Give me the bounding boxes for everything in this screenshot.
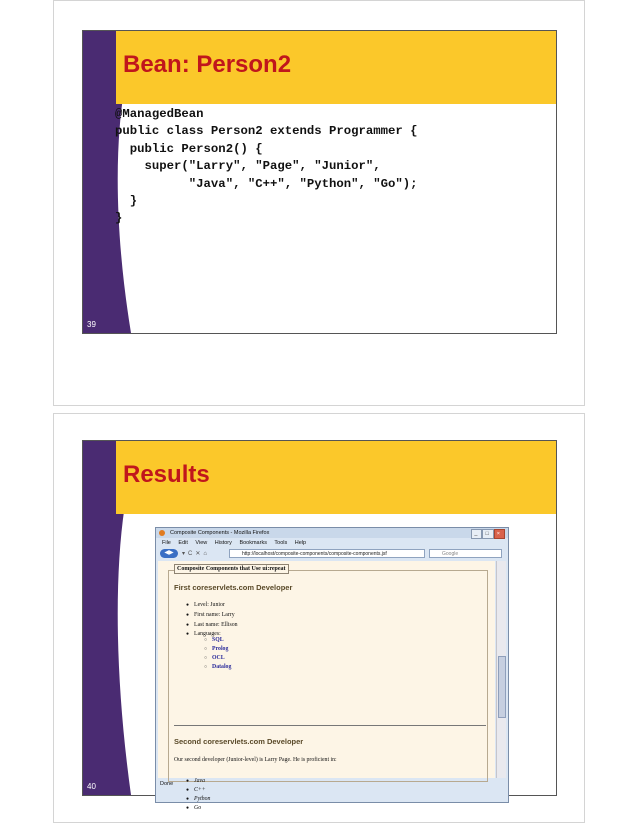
- slide-title: Results: [123, 461, 210, 488]
- dev1-languages-list: [204, 636, 231, 672]
- slide-40: [82, 440, 557, 811]
- menu-file[interactable]: File: [162, 540, 171, 546]
- slide-number: 40: [87, 782, 96, 791]
- url-bar[interactable]: http://localhost/composite-components/composite-components.jsf: [229, 549, 425, 558]
- list-item: ○ Prolog: [204, 645, 231, 654]
- list-item: ● Level: Junior: [186, 601, 238, 611]
- slide-number: 39: [87, 320, 96, 329]
- search-input[interactable]: Google: [429, 549, 502, 558]
- vertical-scrollbar[interactable]: [496, 561, 506, 778]
- code-block: @ManagedBean public class Person2 extends Programmer { public Person2() { super("Larry", "Page", "Junior", "Java", "C++", "Python", "Go"); } }: [115, 107, 418, 226]
- list-item: ● First name: Larry: [186, 611, 238, 621]
- list-item: ● Languages:: [186, 630, 238, 640]
- navigation-toolbar: [156, 548, 508, 560]
- dev1-details-list: [186, 601, 238, 640]
- list-item: ○ OCL: [204, 654, 231, 663]
- menu-edit[interactable]: Edit: [178, 540, 188, 546]
- browser-window: [155, 527, 509, 811]
- window-title: Composite Components - Mozilla Firefox: [170, 530, 270, 536]
- fieldset-legend: Composite Components that Use ui:repeat: [174, 564, 289, 574]
- slide-39: [82, 30, 557, 334]
- browser-title-bar: [156, 528, 508, 538]
- close-button[interactable]: ×: [494, 529, 505, 539]
- maximize-button[interactable]: □: [482, 529, 493, 539]
- back-forward-icon[interactable]: ◀▶: [160, 549, 178, 558]
- minimize-button[interactable]: _: [471, 529, 482, 539]
- list-item: ○ Datalog: [204, 663, 231, 672]
- slide-title: Bean: Person2: [123, 51, 292, 78]
- dev2-heading: Second coreservlets.com Developer: [174, 737, 304, 746]
- status-bar: Done: [160, 781, 174, 787]
- dev2-sentence: Our second developer (Junior-level) is Larry Page. He is proficient in:: [174, 757, 337, 763]
- list-item: ● Last name: Ellison: [186, 621, 238, 631]
- window-controls: [471, 529, 505, 539]
- list-item: ● Java: [186, 777, 210, 786]
- menu-help[interactable]: Help: [294, 540, 307, 546]
- firefox-icon: [159, 530, 165, 536]
- menu-bar: [156, 538, 508, 548]
- divider: [174, 725, 486, 726]
- list-item: ○ SQL: [204, 636, 231, 645]
- menu-history[interactable]: History: [214, 540, 232, 546]
- list-item: ● Python: [186, 795, 210, 804]
- nav-tool-icons[interactable]: ▾C✕⌂: [182, 551, 210, 557]
- menu-bookmarks[interactable]: Bookmarks: [239, 540, 267, 546]
- list-item: ● C++: [186, 786, 210, 795]
- menu-tools[interactable]: Tools: [274, 540, 288, 546]
- menu-view[interactable]: View: [195, 540, 208, 546]
- list-item: ● Go: [186, 804, 210, 813]
- scrollbar-thumb[interactable]: [498, 656, 506, 718]
- dev1-heading: First coreservlets.com Developer: [174, 583, 293, 592]
